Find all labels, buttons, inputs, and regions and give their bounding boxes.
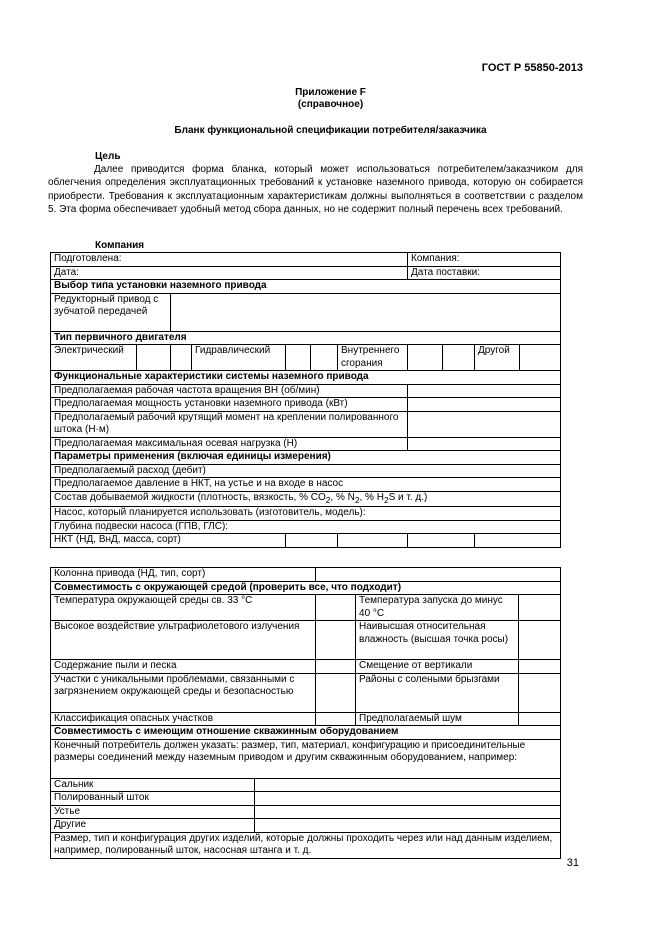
salt-spray-checkbox[interactable] xyxy=(519,673,561,712)
motor-other-label: Другой xyxy=(475,345,520,371)
hazard-class-label: Классификация опасных участков xyxy=(51,712,316,726)
fluid-composition-field[interactable] xyxy=(51,491,561,507)
start-temp-checkbox[interactable] xyxy=(519,595,561,621)
motor-hydraulic-checkbox[interactable] xyxy=(286,345,311,371)
specification-form-part2 xyxy=(50,567,561,859)
motor-hydraulic-label: Гидравлический xyxy=(192,345,286,371)
unique-problems-label: Участки с уникальными проблемами, связанными с загрязнением окружающей среды и безопасностью xyxy=(51,673,316,712)
motor-hydraulic-spacer xyxy=(311,345,338,371)
motor-electric-label: Электрический xyxy=(51,345,137,371)
specification-form-part1 xyxy=(50,252,561,548)
section-equipment: Совместимость с имеющим отношение скважинным оборудованием xyxy=(51,726,561,740)
other-label: Другие xyxy=(51,819,255,833)
uv-checkbox[interactable] xyxy=(316,621,356,660)
power-label: Предполагаемая мощность установки наземного привода (кВт) xyxy=(51,398,408,412)
appendix-note: (справочное) xyxy=(297,99,364,110)
prepared-field[interactable]: Подготовлена: xyxy=(51,253,408,267)
page-number: 31 xyxy=(566,857,579,869)
equipment-note: Конечный потребитель должен указать: размер, тип, материал, конфигурацию и присоединительные размеры соединений между наземным приводом и другим скважинным оборудованием, например: xyxy=(51,739,561,778)
other-value[interactable] xyxy=(255,819,561,833)
torque-value[interactable] xyxy=(408,411,561,437)
hazard-class-checkbox[interactable] xyxy=(316,712,356,726)
humidity-checkbox[interactable] xyxy=(519,621,561,660)
tubing-label: НКТ (НД, ВнД, масса, сорт) xyxy=(51,534,286,548)
flow-field[interactable]: Предполагаемый расход (дебит) xyxy=(51,464,561,478)
vertical-offset-checkbox[interactable] xyxy=(519,660,561,674)
dust-checkbox[interactable] xyxy=(316,660,356,674)
tubing-cell-1[interactable] xyxy=(286,534,338,548)
fluid-sub-h2s: 2 xyxy=(383,494,389,505)
fluid-text-c: , % H xyxy=(359,491,384,503)
section-environment: Совместимость с окружающей средой (проверить все, что подходит) xyxy=(51,581,561,595)
motor-other-checkbox[interactable] xyxy=(520,345,561,371)
torque-label: Предполагаемый рабочий крутящий момент на креплении полированного штока (Н·м) xyxy=(51,411,408,437)
fluid-sub-n2: 2 xyxy=(354,494,360,505)
motor-internal-label: Внутреннего сгорания xyxy=(338,345,408,371)
company-field[interactable]: Компания: xyxy=(408,253,561,267)
gland-label: Сальник xyxy=(51,778,255,792)
company-heading: Компания xyxy=(95,240,145,251)
ambient-temp-checkbox[interactable] xyxy=(316,595,356,621)
start-temp-label: Температура запуска до минус 40 °С xyxy=(356,595,519,621)
gland-value[interactable] xyxy=(255,778,561,792)
gear-drive-label: Редукторный привод с зубчатой передачей xyxy=(51,293,171,331)
polished-rod-value[interactable] xyxy=(255,792,561,806)
axial-load-value[interactable] xyxy=(408,437,561,451)
rpm-value[interactable] xyxy=(408,384,561,398)
appendix-title: Приложение F xyxy=(295,87,366,98)
gear-drive-value[interactable] xyxy=(171,293,561,331)
rpm-label: Предполагаемая рабочая частота вращения ВН (об/мин) xyxy=(51,384,408,398)
salt-spray-label: Районы с солеными брызгами xyxy=(356,673,519,712)
vertical-offset-label: Смещение от вертикали xyxy=(356,660,519,674)
appendix-heading xyxy=(0,87,661,111)
motor-electric-spacer xyxy=(171,345,192,371)
delivery-date-field[interactable]: Дата поставки: xyxy=(408,266,561,280)
noise-label: Предполагаемый шум xyxy=(356,712,519,726)
drive-column-value[interactable] xyxy=(316,568,561,582)
motor-internal-spacer xyxy=(443,345,475,371)
fluid-text-a: Состав добываемой жидкости (плотность, вязкость, % CO xyxy=(54,491,326,503)
wellhead-value[interactable] xyxy=(255,805,561,819)
pump-depth-field[interactable]: Глубина подвески насоса (ГПВ, ГЛС): xyxy=(51,520,561,534)
motor-internal-checkbox[interactable] xyxy=(408,345,443,371)
section-drive-type: Выбор типа установки наземного привода xyxy=(51,280,561,294)
pressure-field[interactable]: Предполагаемое давление в НКТ, на устье и на входе в насос xyxy=(51,478,561,492)
document-code: ГОСТ Р 55850-2013 xyxy=(481,62,583,74)
date-field[interactable]: Дата: xyxy=(51,266,408,280)
section-functional: Функциональные характеристики системы наземного привода xyxy=(51,371,561,385)
motor-electric-checkbox[interactable] xyxy=(137,345,171,371)
wellhead-label: Устье xyxy=(51,805,255,819)
tubing-cell-3[interactable] xyxy=(408,534,475,548)
fluid-text-b: , % N xyxy=(330,491,355,503)
tubing-cell-2[interactable] xyxy=(338,534,408,548)
humidity-label: Наивысшая относительная влажность (высшая точка росы) xyxy=(356,621,519,660)
fluid-sub-co2: 2 xyxy=(325,494,331,505)
other-items-note: Размер, тип и конфигурация других изделий, которые должны проходить через или над данным изделием, например, полированный шток, насосная штанга и т. д. xyxy=(51,832,561,858)
ambient-temp-label: Температура окружающей среды св. 33 °С xyxy=(51,595,316,621)
uv-label: Высокое воздействие ультрафиолетового излучения xyxy=(51,621,316,660)
section-motor-type: Тип первичного двигателя xyxy=(51,331,561,345)
dust-label: Содержание пыли и песка xyxy=(51,660,316,674)
pump-field[interactable]: Насос, который планируется использовать (изготовитель, модель): xyxy=(51,507,561,521)
unique-problems-checkbox[interactable] xyxy=(316,673,356,712)
noise-checkbox[interactable] xyxy=(519,712,561,726)
goal-paragraph: Далее приводится форма бланка, который может использоваться потребителем/заказчиком для облегчения определения эксплуатационных требований к установке наземного привода, которую он собирается приобрести. Требования к эксплуатационным характеристикам должны выполняться в соответствии с разделом 5. Эта форма обеспечивает удобный метод сбора данных, но не содержит полный перечень всех требований. xyxy=(48,164,583,216)
fluid-text-d: S и т. д.) xyxy=(388,491,428,503)
axial-load-label: Предполагаемая максимальная осевая нагрузка (Н) xyxy=(51,437,408,451)
tubing-cell-4[interactable] xyxy=(475,534,561,548)
goal-heading: Цель xyxy=(95,151,121,162)
section-application-params: Параметры применения (включая единицы измерения) xyxy=(51,451,561,465)
document-title: Бланк функциональной спецификации потребителя/заказчика xyxy=(174,125,487,136)
polished-rod-label: Полированный шток xyxy=(51,792,255,806)
drive-column-label: Колонна привода (НД, тип, сорт) xyxy=(51,568,316,582)
power-value[interactable] xyxy=(408,398,561,412)
